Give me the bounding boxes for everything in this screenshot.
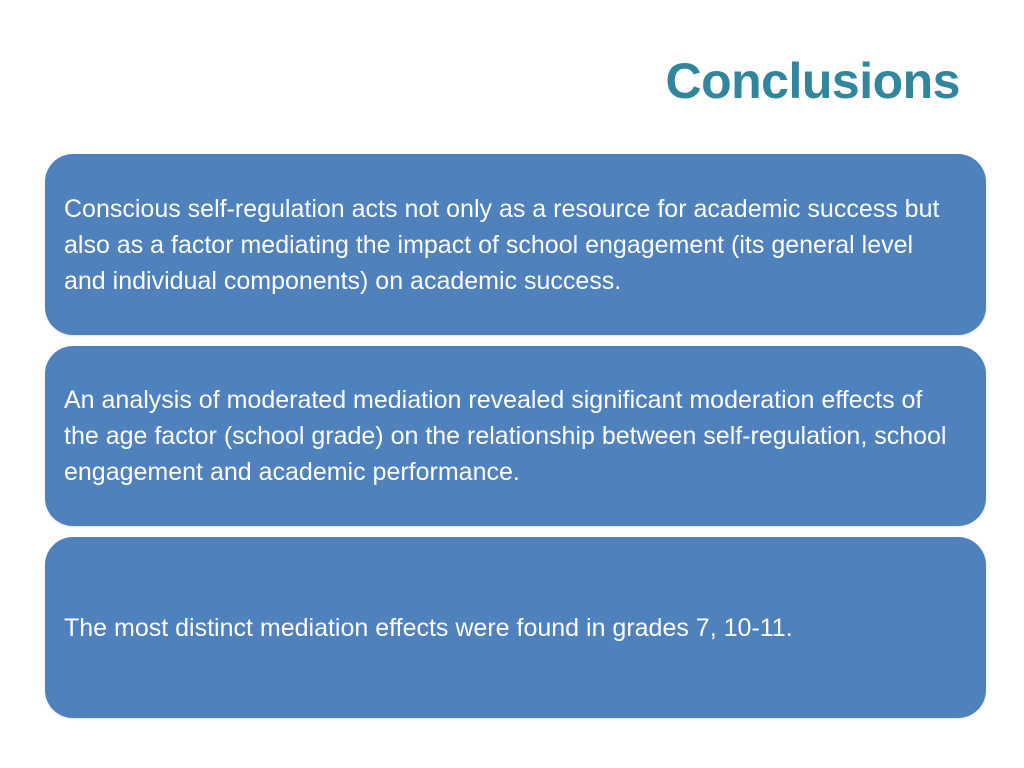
conclusion-text-1: Conscious self-regulation acts not only as a resource for academic success but also as a factor mediating the impact of school engagement (its general level and individual components) on academic success. (64, 194, 940, 295)
conclusion-box-3 (45, 537, 986, 718)
conclusion-text-2: An analysis of moderated mediation revealed significant moderation effects of the age factor (school grade) on the relationship between self-regulation, school engagement and academic performance. (64, 386, 947, 486)
conclusions-list (45, 154, 986, 718)
conclusion-box-2 (45, 346, 986, 526)
slide-title: Conclusions (665, 53, 960, 109)
conclusion-text-3: The most distinct mediation effects were found in grades 7, 10-11. (64, 613, 793, 642)
conclusion-box-1 (45, 154, 986, 335)
